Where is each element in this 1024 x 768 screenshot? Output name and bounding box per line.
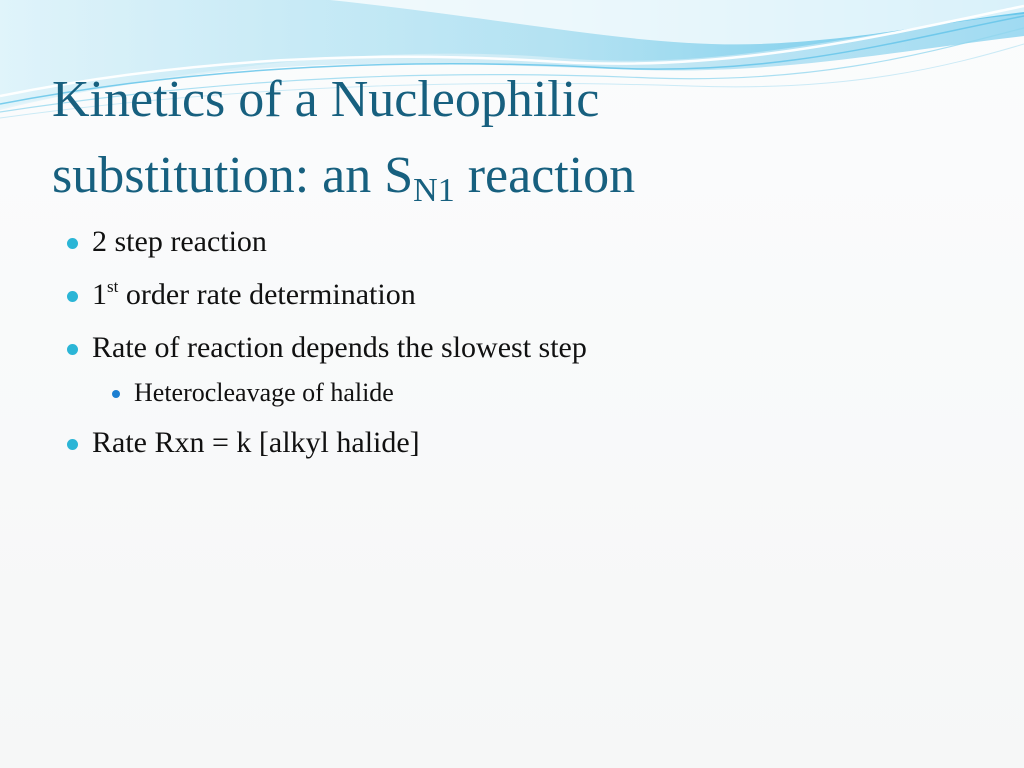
slide-title [52, 62, 982, 214]
bullet-superscript: st [107, 277, 119, 296]
bullet-text: Rate Rxn = k [alkyl halide] [92, 426, 420, 459]
bullet-text: order rate determination [118, 278, 416, 311]
bullet-ordinal: 1 [92, 278, 107, 311]
title-line-2-tail: reaction [454, 147, 636, 204]
bullet-list [62, 222, 982, 476]
bullet-item [62, 275, 982, 315]
bullet-item [62, 423, 982, 463]
title-subscript: N1 [413, 172, 455, 209]
bullet-text: Rate of reaction depends the slowest step [92, 331, 587, 364]
bullet-item [62, 328, 982, 368]
sub-bullet-item [106, 376, 982, 410]
title-line-2-main: substitution: an S [52, 147, 414, 204]
sub-bullet-text: Heterocleavage of halide [134, 378, 394, 407]
bullet-text: 2 step reaction [92, 225, 267, 258]
bullet-item [62, 222, 982, 262]
title-line-1: Kinetics of a Nucleophilic [52, 71, 600, 128]
